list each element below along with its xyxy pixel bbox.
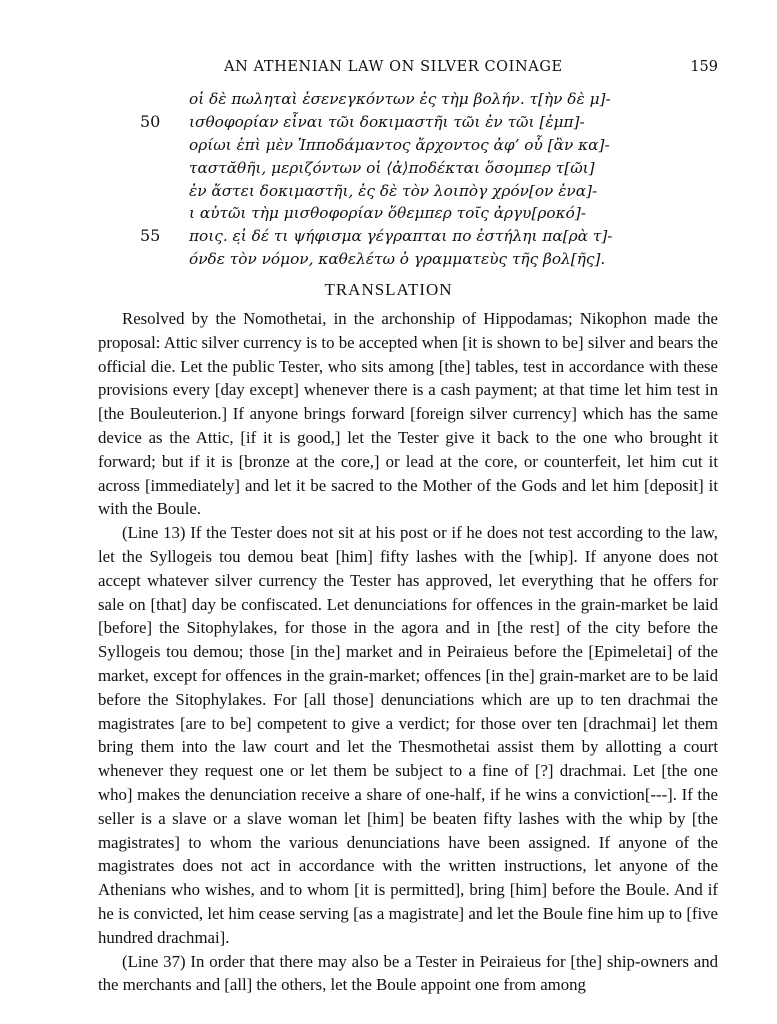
greek-line (140, 134, 640, 157)
greek-line (140, 225, 640, 248)
greek-line (140, 157, 640, 180)
greek-text-block (140, 88, 640, 271)
line-number: 50 (140, 111, 161, 131)
section-heading: TRANSLATION (324, 280, 453, 299)
greek-line (140, 248, 640, 271)
greek-line (140, 111, 640, 134)
translation-paragraph: Resolved by the Nomothetai, in the archonship of Hippodamas; Nikophon made the proposal: Attic silver currency is to be accepted when [it is shown to be] silver and bears the official die. Let the public Tester, who sits among [the] tables, test in accordance with these provisions every [day except] whenever there is a cash payment; at that time let him test in [the Bouleuterion.] If anyone brings forward [foreign silver currency] which has the same device as the Attic, [if it is good,] let the Tester give it back to the one who brought it forward; but if it is [bronze at the core,] or lead at the core, or counterfeit, let him cut it across [immediately] and let it be sacred to the Mother of the Gods and let him [deposit] it with the Boule. (98, 309, 718, 519)
greek-line (140, 180, 640, 203)
translation-paragraph: (Line 13) If the Tester does not sit at his post or if he does not test according to the law, let the Syllogeis tou demou beat [him] fifty lashes with the [whip]. If anyone does not accept whatever silver currency the Tester has approved, let everything that he offers for sale on [that] day be confiscated. Let denunciations for offences in the grain-market be laid [before] the Sitophylakes, for those in the agora and in [the rest] of the city before the Syllogeis tou demou; those [in the] market and in Peiraieus before the [Epimeletai] of the market, except for offences in the grain-market; offences [in the] grain-market are to be laid before the Sitophylakes. For [all those] denunciations which are up to ten drachmai the magistrates [are to be] competent to give a verdict; for those over ten [drachmai] let them bring them into the law court and let the Thesmothetai assist them by allotting a court whenever they request one or let them be subject to a fine of [?] drachmai. Let [the one who] makes the denunciation receive a share of one-half, if he wins a conviction[---]. If the seller is a slave or a slave woman let [him] be beaten fifty lashes with the whip by [the magistrates] to whom the various denunciations have been assigned. If anyone of the magistrates does not act in accordance with the written instructions, let anyone of the Athenians who wishes, and to whom [it is permitted], bring [him] before the Boule. And if he is convicted, let him cease serving [as a magistrate] and let the Boule fine him up to [five hundred drachmai]. (98, 523, 718, 947)
greek-line-text: ἐν ἄστει δοκιμαστῆι, ἐς δὲ τὸν λοιπὸγ χρόν[ον ἐνα]- (189, 181, 598, 200)
greek-line (140, 202, 640, 225)
page-number: 159 (690, 59, 718, 75)
greek-line-text: ι αὐτῶι τὴμ μισθοφορίαν ὅθεμπερ τοῖς ἀργυ[ροκό]- (189, 204, 587, 223)
running-title: AN ATHENIAN LAW ON SILVER COINAGE (224, 59, 563, 75)
greek-line-text: οἱ δὲ πωληταὶ ἐσενεγκόντων ἐς τὴμ βολήν. τ[ὴν δὲ μ]- (189, 90, 611, 108)
translation-body (98, 307, 718, 997)
greek-line (140, 88, 640, 111)
greek-line-text: ταστᾰθῆι, μεριζόντων οἱ ⟨ἀ⟩ποδέκται ὅσομπερ τ[ῶι] (189, 158, 595, 177)
greek-line-text: ισθοφορίαν εἶναι τῶι δοκιμαστῆι τῶι ἐν τῶι [ἐμπ]- (189, 112, 585, 131)
translation-paragraph: (Line 37) In order that there may also be a Tester in Peiraieus for [the] ship-owners and the merchants and [all] the others, let the Boule appoint one from among (98, 951, 718, 995)
line-number: 55 (140, 226, 161, 246)
running-head (98, 59, 718, 79)
greek-line-text: ποις. ε̣ἰ δέ τι ψήφισμα γέγραπται πο ἐστήληι πα[ρὰ τ]- (189, 227, 613, 246)
greek-line-text: όνδε τὸν νόμον, καθελέτω ὁ γραμματεὺς τῆς βολ[ῆς]. (189, 250, 606, 269)
greek-line-text: ορίωι ἐπὶ μὲν Ἱπποδάμαντος ἄρχοντος ἀφ’ οὗ [ἂν κα]- (189, 135, 610, 154)
